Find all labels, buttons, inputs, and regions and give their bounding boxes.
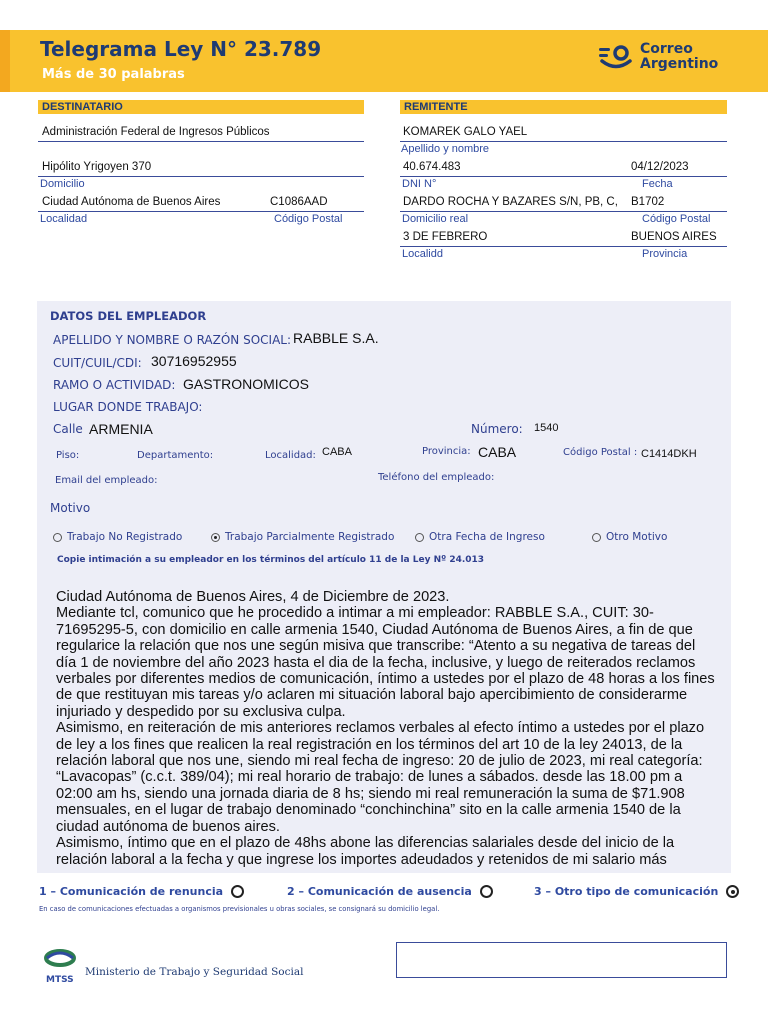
body-paragraph: Asimismo, íntimo que en el plazo de 48hs abone las diferencias salariales desde del inicio de la relación laboral a la fecha y que ingrese los importes adeudados y retenidos de mi salario más (56, 835, 675, 868)
mtss-logo-text: MTSS (46, 975, 74, 985)
destinatario-codigo-postal[interactable]: C1086AAD (270, 196, 328, 208)
divider (400, 141, 727, 142)
divider (400, 211, 727, 212)
remitente-nombre-label: Apellido y nombre (401, 143, 490, 155)
numero-value[interactable]: 1540 (534, 422, 559, 434)
remitente-nombre[interactable]: KOMAREK GALO YAEL (403, 126, 528, 138)
telegram-subtitle: Más de 30 palabras (42, 67, 185, 82)
ramo-value[interactable]: GASTRONOMICOS (183, 376, 310, 392)
radio-icon[interactable] (415, 533, 424, 542)
body-paragraph: Ciudad Autónoma de Buenos Aires, 4 de Diciembre de 2023. (56, 589, 450, 605)
destinatario-domicilio-label: Domicilio (40, 178, 85, 190)
remitente-domicilio[interactable]: DARDO ROCHA Y BAZARES S/N, PB, C, (403, 196, 618, 208)
radio-icon[interactable] (231, 885, 244, 898)
option-label: Trabajo No Registrado (67, 531, 183, 543)
option-label: Otro Motivo (606, 531, 668, 543)
telegram-title: Telegrama Ley N° 23.789 (40, 37, 322, 61)
piso-label: Piso: (56, 450, 80, 461)
option-label: 2 – Comunicación de ausencia (287, 885, 472, 898)
option-label: Trabajo Parcialmente Registrado (225, 531, 395, 543)
divider (400, 176, 727, 177)
destinatario-localidad[interactable]: Ciudad Autónoma de Buenos Aires (42, 196, 221, 208)
copy-note: Copie intimación a su empleador en los términos del artículo 11 de la Ley Nº 24.013 (57, 555, 485, 565)
remitente-dni[interactable]: 40.674.483 (403, 161, 461, 173)
divider (400, 246, 727, 247)
motivo-option-otra-fecha[interactable] (415, 531, 545, 543)
ministry-name: Ministerio de Trabajo y Seguridad Social (85, 966, 304, 978)
cuit-value[interactable]: 30716952955 (151, 353, 237, 369)
destinatario-domicilio[interactable]: Hipólito Yrigoyen 370 (42, 161, 152, 173)
comunicacion-footnote: En caso de comunicaciones efectuadas a organismos previsionales u obras sociales, se consignará su domicilio legal. (39, 905, 440, 913)
employer-heading: DATOS DEL EMPLEADOR (50, 309, 207, 323)
mtss-logo-icon (39, 946, 81, 970)
motivo-option-parcialmente-registrado[interactable] (211, 531, 394, 543)
remitente-provincia[interactable]: BUENOS AIRES (631, 231, 717, 243)
destinatario-localidad-label: Localidad (40, 213, 88, 225)
remitente-codigo-postal[interactable]: B1702 (631, 196, 665, 208)
radio-icon[interactable] (53, 533, 62, 542)
calle-value[interactable]: ARMENIA (89, 421, 153, 437)
codigo-postal-value[interactable]: C1414DKH (641, 448, 697, 460)
comunicacion-renuncia[interactable] (39, 885, 244, 898)
remitente-provincia-label: Provincia (642, 248, 688, 260)
remitente-localidad-label: Localidd (402, 248, 443, 260)
remitente-localidad[interactable]: 3 DE FEBRERO (403, 231, 488, 243)
razon-social-label: APELLIDO Y NOMBRE O RAZÓN SOCIAL: (53, 333, 292, 347)
divider (38, 176, 364, 177)
brand-line-2: Argentino (640, 56, 719, 72)
remitente-fecha-label: Fecha (642, 178, 673, 190)
numero-label: Número: (471, 422, 523, 436)
signature-box[interactable] (396, 942, 727, 978)
destinatario-heading: DESTINATARIO (38, 100, 364, 114)
razon-social-value[interactable]: RABBLE S.A. (293, 330, 379, 346)
correo-argentino-logo (598, 42, 718, 72)
provincia-value[interactable]: CABA (478, 444, 517, 460)
lugar-trabajo-label: LUGAR DONDE TRABAJO: (53, 400, 203, 414)
mtss-logo (39, 946, 81, 985)
radio-icon[interactable] (592, 533, 601, 542)
correo-argentino-logo-icon (598, 44, 634, 70)
comunicacion-ausencia[interactable] (287, 885, 493, 898)
divider (38, 141, 364, 142)
radio-icon-selected[interactable] (211, 533, 220, 542)
codigo-postal-label: Código Postal : (563, 447, 638, 458)
motivo-option-otro[interactable] (592, 531, 667, 543)
motivo-option-no-registrado[interactable] (53, 531, 182, 543)
remitente-dni-label: DNI N° (402, 178, 437, 190)
body-paragraph: Mediante tcl, comunico que he procedido a intimar a mi empleador: RABBLE S.A., CUIT: 30-71695295-5, con domicilio en calle armenia 1540, Ciudad Autónoma de Buenos Aires, a fin de que regularice la relación que nos une según misiva que transcribe: “Atento a su negativa de tareas del día 1 de noviembre del año 2023 hasta el dia de la fecha, inclusive, y luego de reiterados reclamos verbales por diferentes medios de comunicación, íntimo a ustedes por el plazo de 48 horas a los fines de que restituyan mis tareas y/o aclaren mi situación laboral bajo apercibimiento de considerarme injuriado y despedido por su exclusiva culpa. (56, 605, 715, 720)
localidad-value[interactable]: CABA (322, 446, 352, 458)
departamento-label: Departamento: (137, 450, 214, 461)
remitente-cp-label: Código Postal (642, 213, 711, 225)
radio-icon-selected[interactable] (726, 885, 739, 898)
calle-label: Calle (53, 422, 83, 436)
remitente-fecha[interactable]: 04/12/2023 (631, 161, 689, 173)
telefono-label: Teléfono del empleado: (378, 472, 495, 483)
remitente-heading: REMITENTE (400, 100, 727, 114)
destinatario-cp-label: Código Postal (274, 213, 343, 225)
body-paragraph: Asimismo, en reiteración de mis anteriores reclamos verbales al efecto íntimo a ustedes por el plazo de ley a los fines que realicen la real registración en los términos del art 10 de la ley 24013, de la relación laboral que nos une, siendo mi real fecha de ingreso: 20 de julio de 2023, mi real categoría: “Lavacopas” (c.c.t. 389/04); mi real horario de trabajo: de lunes a sábados. desde las 18.00 pm a 02:00 am hs, siendo una jornada diaria de 8 hs; siendo mi real remuneración la suma de $71.908 mensuales, en el lugar de trabajo denominado “conchinchina” sito en la calle armenia 1540 de la ciudad autónoma de buenos aires. (56, 720, 705, 835)
motivo-label: Motivo (50, 501, 91, 515)
email-label: Email del empleado: (55, 475, 158, 486)
telegram-body[interactable] (56, 589, 716, 871)
option-label: Otra Fecha de Ingreso (429, 531, 545, 543)
option-label: 1 – Comunicación de renuncia (39, 885, 224, 898)
ramo-label: RAMO O ACTIVIDAD: (53, 378, 176, 392)
header-accent (0, 30, 10, 92)
provincia-label: Provincia: (422, 446, 471, 457)
brand-line-1: Correo (640, 41, 693, 57)
remitente-domicilio-label: Domicilio real (402, 213, 469, 225)
localidad-label: Localidad: (265, 450, 316, 461)
destinatario-nombre[interactable]: Administración Federal de Ingresos Públicos (42, 126, 270, 138)
radio-icon[interactable] (480, 885, 493, 898)
divider (38, 211, 364, 212)
comunicacion-otro[interactable] (534, 885, 739, 898)
option-label: 3 – Otro tipo de comunicación (534, 885, 719, 898)
cuit-label: CUIT/CUIL/CDI: (53, 356, 142, 370)
